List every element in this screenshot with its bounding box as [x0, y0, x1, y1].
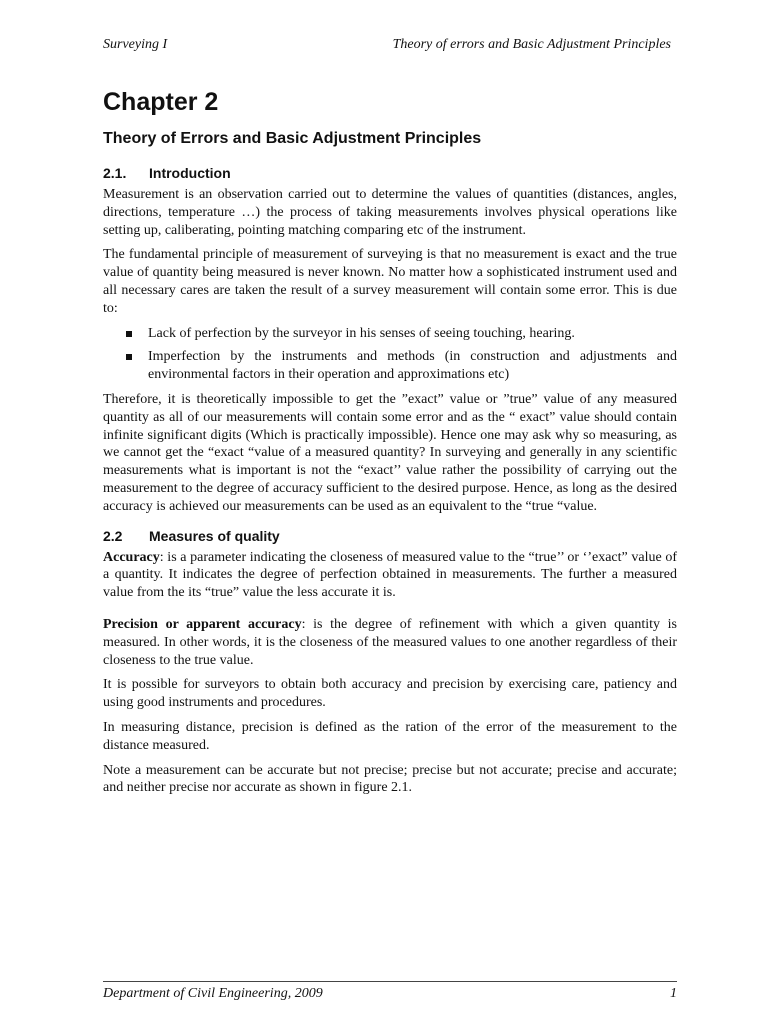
page-content	[103, 87, 677, 804]
running-header	[103, 36, 671, 56]
square-bullet-icon	[126, 354, 132, 360]
square-bullet-icon	[126, 331, 132, 337]
error-causes-list	[103, 325, 677, 384]
header-chapter-title: Theory of errors and Basic Adjustment Principles	[392, 37, 671, 52]
chapter-subtitle: Theory of Errors and Basic Adjustment Principles	[103, 130, 482, 147]
section-title: Introduction	[149, 165, 231, 181]
accuracy-text: : is a parameter indicating the closeness of measured value to the “true’’ or ‘’exact” value of a quantity. It indicates the degree of perfection obtained in measurements. The further a measured value from the its “true” value the less accurate it is.	[103, 549, 677, 601]
footer-divider	[103, 981, 677, 982]
header-course-title: Surveying I	[103, 37, 168, 52]
intro-paragraph-3: Therefore, it is theoretically impossible to get the ”exact” value or ”true” value of any measured quantity as all of our measurements will contain some error and as the “ exact” value should contain infinite significant digits (Which is practically impossible). Hence one may ask why so measuring, as we cannot get the “exact “value of a measured quantity? In surveying and generally in any scientific measurements what is important is not the “exact’’ value rather the possibility of carrying out the measurement to the degree of accuracy sufficient to the desired purpose. Hence, as long as the desired accuracy is achieved our measurements can be used as an equivalent to the “true “value.	[103, 391, 677, 514]
accuracy-term: Accuracy	[103, 549, 160, 565]
section-number: 2.2	[103, 527, 123, 544]
section-title: Measures of quality	[149, 527, 280, 544]
page-number: 1	[670, 986, 677, 1001]
quality-paragraph-2: In measuring distance, precision is defined as the ration of the error of the measurement to the distance measured.	[103, 719, 677, 753]
quality-paragraph-3: Note a measurement can be accurate but not precise; precise but not accurate; precise and accurate; and neither precise nor accurate as shown in figure 2.1.	[103, 762, 677, 796]
intro-paragraph-1: Measurement is an observation carried out to determine the values of quantities (distances, angles, directions, temperature …) the process of taking measurements involves physical operations like setting up, caliberating, pointing matching comparing etc of the instrument.	[103, 187, 677, 238]
accuracy-definition	[103, 549, 677, 602]
precision-definition	[103, 616, 677, 669]
list-item-text: Imperfection by the instruments and methods (in construction and adjustments and environmental factors in their operation and approximations etc)	[148, 349, 677, 383]
list-item	[103, 325, 677, 343]
precision-text: : is the degree of refinement with which a given quantity is measured. In other words, it is the closeness of the measured values to one another regardless of their closeness to the true value.	[103, 616, 677, 668]
page-footer	[103, 985, 677, 1005]
list-item	[103, 348, 677, 384]
precision-term: Precision or apparent accuracy	[103, 616, 302, 632]
section-number: 2.1.	[103, 165, 127, 181]
quality-paragraph-1: It is possible for surveyors to obtain both accuracy and precision by exercising care, patiency and using good instruments and procedures.	[103, 677, 677, 711]
intro-paragraph-2: The fundamental principle of measurement of surveying is that no measurement is exact and the true value of quantity being measured is never known. No matter how a sophisticated instrument used and all necessary cares are taken the result of a survey measurement will contain some error. This is due to:	[103, 247, 677, 316]
section-heading-measures-of-quality	[103, 527, 677, 545]
footer-department: Department of Civil Engineering, 2009	[103, 986, 323, 1001]
list-item-text: Lack of perfection by the surveyor in his senses of seeing touching, hearing.	[148, 325, 575, 341]
chapter-title: Chapter 2	[103, 88, 219, 116]
section-heading-introduction	[103, 164, 677, 182]
